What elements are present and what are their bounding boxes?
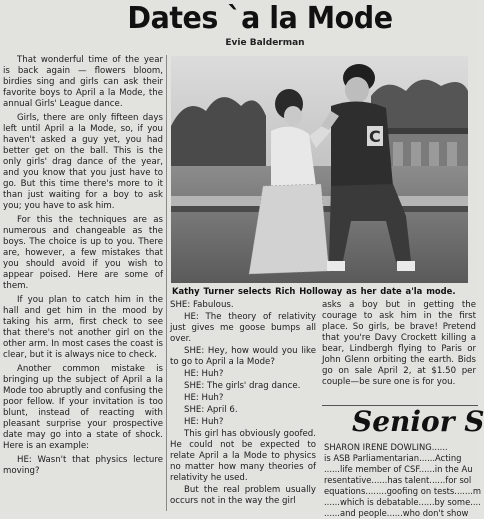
svg-text:C: C — [369, 127, 381, 146]
article-column-2 — [170, 300, 316, 511]
profile-line: resentative......has talent......for sol — [324, 475, 472, 485]
article-headline: Dates `a la Mode — [127, 1, 393, 36]
senior-section-title: Senior S — [352, 405, 484, 438]
paragraph: This girl has obviously goofed. He could not be expected to relate April a la Mode to physics no matter how many theories of relativity he used. — [170, 429, 316, 483]
column-divider — [166, 55, 167, 511]
article-byline: Evie Balderman — [225, 38, 305, 48]
dialogue-line: SHE: The girls' drag dance. — [184, 381, 301, 391]
paragraph: Girls, there are only fifteen days left until April a la Mode, so, if you haven't asked a guy yet, you had better get on the ball. This is the only girls' drag dance of the year, and you know that you just have to go. But this time there's more to it than just waiting for a boy to ask you; you have to ask him. — [3, 113, 163, 211]
dialogue-line: SHE: Hey, how would you like to go to April a la Mode? — [170, 346, 316, 367]
profile-line: SHARON IRENE DOWLING...... — [324, 442, 448, 452]
paragraph: asks a boy but in getting the courage to ask him in the first place. So girls, be brave! Pretend that you're Davy Crockett killing a bear, Lindbergh flying to Paris or John Glenn orbiting the earth. Bids go on sale April 2, at $1.50 per couple—be sure one is for you. — [322, 300, 476, 387]
dialogue-line: HE: The theory of relativity just gives me goose bumps all over. — [170, 312, 316, 344]
dialogue-line: HE: Huh? — [184, 393, 224, 403]
article-column-3 — [322, 300, 476, 387]
photo-caption: Kathy Turner selects Rich Holloway as her date a'la mode. — [172, 286, 456, 296]
paragraph: Another common mistake is bringing up the subject of April a la Mode too abruptly and confusing the poor fellow. If your invitation is too blunt, instead of reacting with pleasant surprise your prospective date may go into a state of shock. Here is an example: — [3, 364, 163, 451]
paragraph: That wonderful time of the year is back again — flowers bloom, birdies sing and girls can ask their favorite boys to April a la Mode, the annual Girls' League dance. — [3, 55, 163, 109]
dialogue-line: SHE: Fabulous. — [170, 300, 234, 310]
dialogue-line: SHE: April 6. — [184, 405, 238, 415]
profile-line: ......life member of CSF......in the Au — [324, 464, 473, 474]
article-column-1 — [3, 55, 163, 511]
article-photo — [171, 56, 468, 283]
dialogue-line: HE: Huh? — [184, 369, 224, 379]
paragraph: HE: Wasn't that physics lecture moving? — [3, 455, 163, 476]
profile-line: ......and people......who don't show — [324, 508, 469, 518]
paragraph: For this the techniques are as numerous and changeable as the boys. The choice is up to you. There are, however, a few mistakes that you should avoid if you wish to appear poised. Here are some of them. — [3, 215, 163, 291]
senior-profile-text — [324, 442, 482, 518]
profile-line: ......which is debatable......by some.... — [324, 497, 481, 507]
dialogue-line: HE: Huh? — [184, 417, 224, 427]
photo-image — [171, 56, 468, 283]
profile-line: is ASB Parliamentarian......Acting — [324, 453, 462, 463]
profile-line: equations........goofing on tests.......m — [324, 486, 482, 496]
paragraph: But the real problem usually occurs not in the way the girl — [170, 485, 316, 506]
paragraph: If you plan to catch him in the hall and get him in the mood by taking his arm, first check to see that there's not another girl on the other arm. In most cases the coast is clear, but it is always nice to check. — [3, 295, 163, 360]
